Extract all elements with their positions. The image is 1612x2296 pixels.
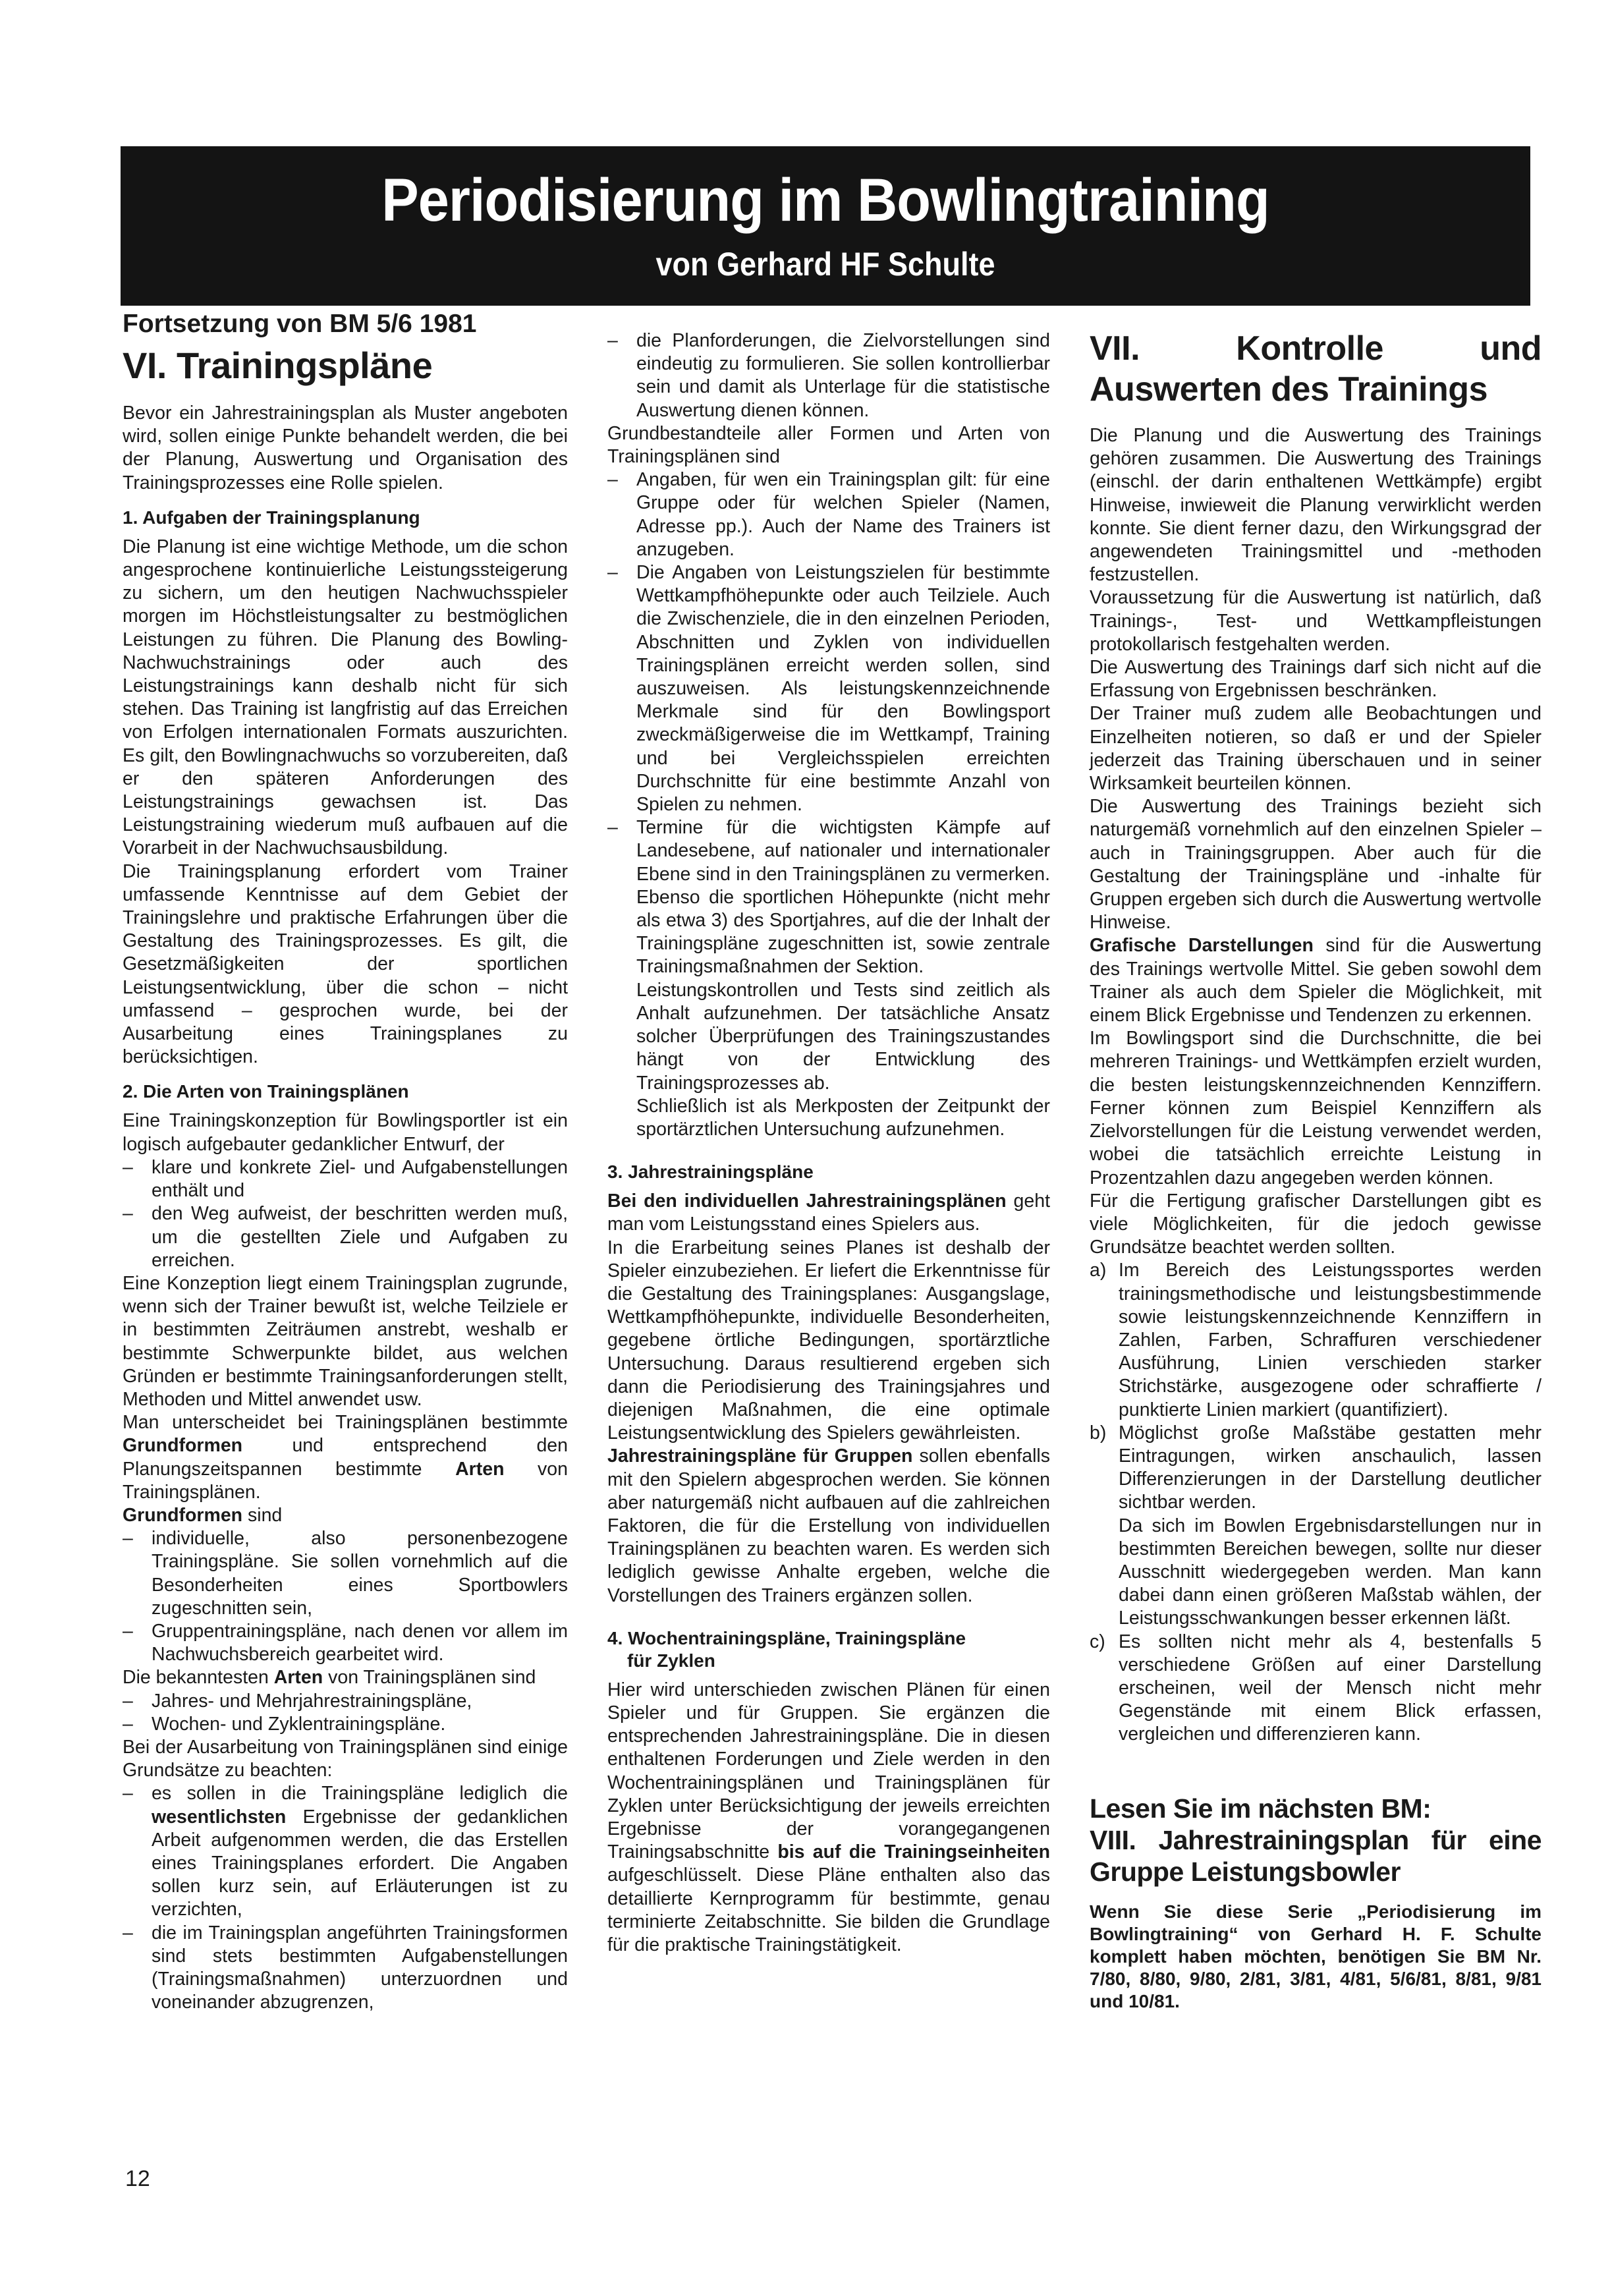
list-item: – die Planforderungen, die Zielvorstellungen sind eindeutig zu formulieren. Sie sollen kontrollierbar sein und damit als Unterlage für die statistische Auswertung dienen können. bbox=[607, 330, 1050, 421]
section-heading-vii: VII. Kontrolle und Auswerten des Trainings bbox=[1090, 329, 1542, 408]
continuation-note: Fortsetzung von BM 5/6 1981 bbox=[123, 310, 477, 338]
paragraph: Im Bowlingsport sind die Durchschnitte, die bei mehreren Trainings- und Wettkämpfen erzielt wurden, die besten leistungskennzeichnenden Kennziffern. Ferner können zum Beispiel Kennziffern als Zielvorstellungen für die Leistung verwendet werden, wobei die tatsächlich erreichte Leistung in Prozentzahlen dazu angegeben werden können. bbox=[1090, 1028, 1542, 1189]
paragraph: Bei den individuellen Jahrestrainingsplänen geht man vom Leistungsstand eines Spielers aus. bbox=[607, 1190, 1050, 1235]
list-item-b: b) Möglichst große Maßstäbe gestatten mehr Eintragungen, wirken anschaulich, lassen Differenzierungen in der Darstellung deutlicher sichtbar werden. bbox=[1090, 1422, 1542, 1513]
paragraph: Man unterscheidet bei Trainingsplänen bestimmte Grundformen und entsprechend den Planungszeitspannen bestimmte Arten von Trainingsplänen. bbox=[123, 1412, 568, 1503]
paragraph: In die Erarbeitung seines Planes ist deshalb der Spieler einzubeziehen. Er liefert die Erkenntnisse für die Gestaltung des Trainingsplanes: Ausgangslage, Wettkampfhöhepunkte, individuelle Besonderheiten, gegebene örtliche Bedingungen, sportärztliche Untersuchung. Daraus resultierend ergeben sich dann die Periodisierung des Trainingsjahres und diejenigen Maßnahmen, die eine optimale Leistungsentwicklung des Spielers gewährleisten. bbox=[607, 1237, 1050, 1444]
paragraph: Eine Trainingskonzeption für Bowlingsportler ist ein logisch aufgebauter gedanklicher Entwurf, der bbox=[123, 1110, 568, 1155]
paragraph: Grafische Darstellungen sind für die Auswertung des Trainings wertvolle Mittel. Sie geben sowohl dem Trainer als auch dem Spieler die Möglichkeit, mit einem Blick Ergebnisse und Tendenzen zu erkennen. bbox=[1090, 935, 1542, 1026]
list-item: – Gruppentrainingspläne, nach denen vor allem im Nachwuchsbereich gearbeitet wird. bbox=[123, 1620, 568, 1666]
list-item: – Jahres- und Mehrjahrestrainingspläne, bbox=[123, 1690, 472, 1712]
next-issue-teaser: Lesen Sie im nächsten BM: VIII. Jahrestrainingsplan für eine Gruppe Leistungsbowler bbox=[1090, 1793, 1542, 1887]
list-item: – Termine für die wichtigsten Kämpfe auf Landesebene, auf nationaler und internationaler Ebene sind in den Trainingsplänen zu vermerken. Ebenso die sportlichen Höhepunkte (nicht mehr als etwa 3) des Sportjahres, auf die der Inhalt der Trainingspläne zugeschnitten ist, sowie zentrale Trainingsmaßnahmen der Sektion. bbox=[607, 817, 1050, 978]
subheading-jahrestrainingsplaene: 3. Jahrestrainingspläne bbox=[607, 1162, 814, 1183]
list-item: – es sollen in die Trainingspläne lediglich die wesentlichsten Ergebnisse der gedanklichen Arbeit aufgenommen werden, die das Erstellen eines Trainingsplanes erfordert. Die Angaben sollen kurz sein, auf Erläuterungen ist zu verzichten, bbox=[123, 1783, 568, 1920]
intro-paragraph: Bevor ein Jahrestrainingsplan als Muster angeboten wird, sollen einige Punkte behandelt werden, die bei der Planung, Auswertung und Organisation des Trainingsprozesses eine Rolle spielen. bbox=[123, 403, 568, 493]
list-item: – den Weg aufweist, der beschritten werden muß, um die gestellten Ziele und Aufgaben zu erreichen. bbox=[123, 1202, 568, 1272]
paragraph: Hier wird unterschieden zwischen Plänen für einen Spieler und für Gruppen. Sie ergänzen die entsprechenden Jahrestrainingspläne. Die in diesen enthaltenen Forderungen und Ziele werden in den Wochentrainingsplänen und Trainingsplänen für Zyklen unter Berücksichtigung der jeweils erreichten Ergebnisse der vorangegangenen Trainingsabschnitte bis auf die Trainingseinheiten aufgeschlüsselt. Diese Pläne enthalten also das detaillierte Kernprogramm für bestimmte, genau terminierte Zeitabschnitte. Sie bilden die Grundlage für die praktische Trainingstätigkeit. bbox=[607, 1679, 1051, 1955]
paragraph: Die Planung und die Auswertung des Trainings gehören zusammen. Die Auswertung des Trainings (einschl. der darin enthaltenen Wettkämpfe) ergibt Hinweise, inwieweit die Planung verwirklicht werden konnte. Sie dient ferner dazu, den Wirkungsgrad der angewendeten Trainingsmittel und -methoden festzustellen. bbox=[1090, 425, 1542, 586]
article-title: Periodisierung im Bowlingtraining bbox=[381, 167, 1269, 234]
article-byline: von Gerhard HF Schulte bbox=[655, 246, 995, 283]
paragraph: Grundbestandteile aller Formen und Arten von Trainingsplänen sind bbox=[607, 422, 1050, 468]
subheading-aufgaben: 1. Aufgaben der Trainingsplanung bbox=[123, 507, 420, 528]
paragraph: Schließlich ist als Merkposten der Zeitpunkt der sportärztlichen Untersuchung aufzunehmen. bbox=[636, 1095, 1050, 1140]
paragraph: Eine Konzeption liegt einem Trainingsplan zugrunde, wenn sich der Trainer bewußt ist, welche Teilziele er in bestimmten Zeiträumen anstrebt, weshalb er bestimmte Schwerpunkte bildet, aus welchen Gründen er bestimmte Trainingsanforderungen stellt, Methoden und Mittel anwendet usw. bbox=[123, 1272, 568, 1410]
paragraph: Die Planung ist eine wichtige Methode, um die schon angesprochene kontinuierliche Leistungssteigerung zu sichern, um den heutigen Nachwuchsspieler morgen im Höchstleistungsalter zu bestmöglichen Leistungen zu führen. Die Planung des Bowling-Nachwuchstrainings oder auch des Leistungstrainings kann deshalb nicht für sich stehen. Das Training ist langfristig auf das Erreichen von Erfolgen internationalen Formats auszurichten. Es gilt, den Bowlingnachwuchs so vorzubereiten, daß er den späteren Anforderungen des Leistungstrainings gewachsen ist. Das Leistungstraining wiederum muß aufbauen auf die Vorarbeit in der Nachwuchsausbildung. bbox=[123, 536, 568, 859]
page-number: 12 bbox=[125, 2166, 150, 2191]
list-item: – Angaben, für wen ein Trainingsplan gilt: für eine Gruppe oder für welchen Spieler (Namen, Adresse pp.). Auch der Name des Trainers ist anzugeben. bbox=[607, 469, 1050, 560]
column-left bbox=[123, 310, 568, 2014]
paragraph: Für die Fertigung grafischer Darstellungen gibt es viele Möglichkeiten, für die jedoch gewisse Grundsätze beachtet werden sollten. bbox=[1090, 1190, 1542, 1258]
paragraph: Grundformen sind bbox=[123, 1504, 283, 1526]
dash-marker: – bbox=[123, 1156, 133, 1178]
list-item-a: a) Im Bereich des Leistungssportes werden trainingsmethodische und leistungsbestimmende sowie leistungskennzeichnende Kennziffern in Zahlen, Farben, Schraffuren verschiedener Ausführung, Linien verschieden starker Strichstärke, ausgezogene oder schraffierte / punktierte Linien markiert (quantifiziert). bbox=[1090, 1260, 1542, 1420]
subheading-wochentrainingsplaene: 4. Wochentrainingspläne, Trainingspläne für Zyklen bbox=[607, 1627, 966, 1671]
paragraph: Die Auswertung des Trainings bezieht sich naturgemäß vornehmlich auf den einzelnen Spieler – auch in Trainingsgruppen. Aber auch für die Gestaltung der Trainingspläne und -inhalte für Gruppen ergeben sich durch die Auswertung wertvolle Hinweise. bbox=[1090, 796, 1542, 934]
paragraph: Die bekanntesten Arten von Trainingsplänen sind bbox=[123, 1667, 536, 1689]
subheading-arten: 2. Die Arten von Trainingsplänen bbox=[123, 1081, 409, 1102]
list-item: – klare und konkrete Ziel- und Aufgabenstellungen enthält und bbox=[123, 1156, 568, 1202]
list-item-c: c) Es sollten nicht mehr als 4, bestenfalls 5 verschiedene Größen auf einer Darstellung erscheinen, weil der Mensch nicht mehr Gegenstände mit einem Blick erfassen, vergleichen und differenzieren kann. bbox=[1090, 1631, 1542, 1745]
list-item: – Die Angaben von Leistungszielen für bestimmte Wettkampfhöhepunkte oder auch Teilziele. Auch die Zwischenziele, die in den einzelnen Perioden, Abschnitten und Zyklen von individuellen Trainingsplänen erreicht werden sollen, sind auszuweisen. Als leistungskennzeichnende Merkmale sind für den Bowlingsport zweckmäßigerweise die im Wettkampf, Training und bei Vergleichsspielen erreichten Durchschnitte für eine bestimmte Anzahl von Spielen zu nehmen. bbox=[607, 562, 1050, 816]
dash-marker: – bbox=[123, 1203, 133, 1225]
paragraph: Die Trainingsplanung erfordert vom Trainer umfassende Kenntnisse auf dem Gebiet der Trainingslehre und praktische Erfahrungen über die Gestaltung des Trainingsprozesses. Es gilt, die Gesetzmäßigkeiten der sportlichen Leistungsentwicklung, über die schon – nicht umfassend – gesprochen wurde, bei der Ausarbeitung eines Trainingsplanes zu berücksichtigen. bbox=[123, 860, 568, 1068]
list-item: – die im Trainingsplan angeführten Trainingsformen sind stets bestimmten Aufgabenstellungen (Trainingsmaßnahmen) unterzuordnen und voneinander abzugrenzen, bbox=[123, 1922, 568, 2013]
paragraph: Der Trainer muß zudem alle Beobachtungen und Einzelheiten notieren, so daß er und der Spieler jederzeit das Training überschauen und in seiner Wirksamkeit beurteilen können. bbox=[1090, 703, 1542, 795]
section-heading-vi: VI. Trainingspläne bbox=[123, 345, 433, 386]
paragraph: Leistungskontrollen und Tests sind zeitlich als Anhalt aufzunehmen. Der tatsächliche Ansatz solcher Überprüfungen des Trainingszustandes hängt von der Entwicklung des Trainingsprozesses ab. bbox=[636, 979, 1050, 1094]
paragraph: Da sich im Bowlen Ergebnisdarstellungen nur in bestimmten Bereichen bewegen, sollte nur dieser Ausschnitt wiedergegeben werden. Man kann dabei dann einen größeren Maßstab wählen, der Leistungsschwankungen besser erkennen läßt. bbox=[1119, 1515, 1542, 1629]
column-middle bbox=[607, 329, 1050, 1957]
paragraph: Jahrestrainingspläne für Gruppen sollen ebenfalls mit den Spielern abgesprochen werden. Sie können aber naturgemäß nicht aufbauen auf die zahlreichen Faktoren, die für die Erstellung von individuellen Trainingsplänen zu beachten waren. Es werden sich lediglich gewisse Anhalte ergeben, welche die Vorstellungen des Trainers ergänzen sollen. bbox=[607, 1445, 1050, 1606]
paragraph: Bei der Ausarbeitung von Trainingsplänen sind einige Grundsätze zu beachten: bbox=[123, 1736, 568, 1781]
paragraph: Die Auswertung des Trainings darf sich nicht auf die Erfassung von Ergebnissen beschränken. bbox=[1090, 657, 1542, 702]
list-item: – individuelle, also personenbezogene Trainingspläne. Sie sollen vornehmlich auf die Besonderheiten eines Sportbowlers zugeschnitten sein, bbox=[123, 1528, 568, 1619]
title-banner bbox=[121, 146, 1530, 306]
column-right bbox=[1090, 328, 1542, 2013]
paragraph: Voraussetzung für die Auswertung ist natürlich, daß Trainings-, Test- und Wettkampfleistungen protokollarisch festgehalten werden. bbox=[1090, 587, 1542, 655]
list-item: – Wochen- und Zyklentrainingspläne. bbox=[123, 1713, 446, 1735]
series-order-note: Wenn Sie diese Serie „Periodisierung im Bowlingtraining“ von Gerhard H. F. Schulte komplett haben möchten, benötigen Sie BM Nr. 7/80, 8/80, 9/80, 2/81, 3/81, 4/81, 5/6/81, 8/81, 9/81 und 10/81. bbox=[1090, 1901, 1542, 2011]
